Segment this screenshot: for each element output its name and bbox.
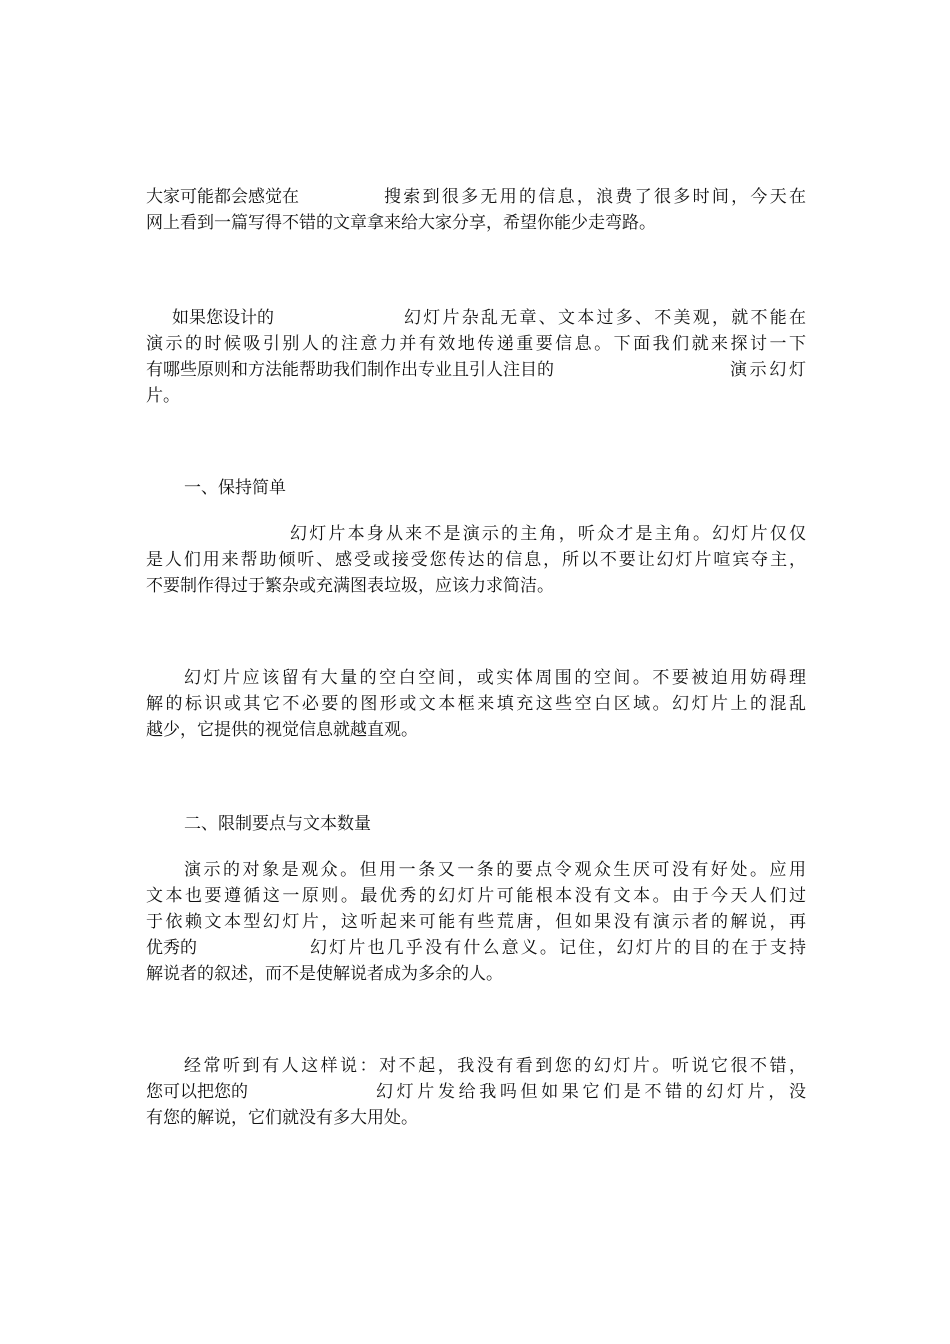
- text-line: 搜索到很多无用的信息，浪费了很多时间，今天在: [384, 187, 806, 207]
- text-line: 幻灯片应该留有大量的空白空间，或实体周围的空间。不要被迫用妨碍理: [184, 668, 806, 688]
- text-line: 幻灯片本身从来不是演示的主角，听众才是主角。幻灯片仅仅: [290, 524, 806, 544]
- text-line: 不要制作得过于繁杂或充满图表垃圾，应该力求简洁。: [146, 576, 554, 596]
- text-line: 经常听到有人这样说：对不起，我没有看到您的幻灯片。听说它很不错，: [184, 1056, 806, 1076]
- text-line: 有您的解说，它们就没有多大用处。: [146, 1108, 418, 1128]
- section-heading: 二、限制要点与文本数量: [184, 814, 371, 834]
- text-line: 幻灯片杂乱无章、文本过多、不美观，就不能在: [404, 308, 806, 328]
- text-line: 是人们用来帮助倾听、感受或接受您传达的信息，所以不要让幻灯片喧宾夺主，: [146, 550, 806, 570]
- text-line: 片。: [146, 386, 180, 406]
- text-line: 越少，它提供的视觉信息就越直观。: [146, 720, 418, 740]
- text-line: 演示的时候吸引别人的注意力并有效地传递重要信息。下面我们就来探讨一下: [146, 334, 806, 354]
- text-line: 优秀的: [146, 938, 197, 958]
- section-heading: 一、保持简单: [184, 478, 286, 498]
- text-line: 幻灯片也几乎没有什么意义。记住，幻灯片的目的在于支持: [310, 938, 806, 958]
- text-line: 幻灯片发给我吗但如果它们是不错的幻灯片，没: [376, 1082, 806, 1102]
- text-line: 您可以把您的: [146, 1082, 248, 1102]
- text-line: 网上看到一篇写得不错的文章拿来给大家分享，希望你能少走弯路。: [146, 213, 656, 233]
- text-line: 演示的对象是观众。但用一条又一条的要点令观众生厌可没有好处。应用: [184, 860, 806, 880]
- text-line: 解说者的叙述，而不是使解说者成为多余的人。: [146, 964, 503, 984]
- text-line: 文本也要遵循这一原则。最优秀的幻灯片可能根本没有文本。由于今天人们过: [146, 886, 806, 906]
- text-line: 大家可能都会感觉在: [146, 187, 299, 207]
- text-line: 演示幻灯: [730, 360, 806, 380]
- text-line: 于依赖文本型幻灯片，这听起来可能有些荒唐，但如果没有演示者的解说，再: [146, 912, 806, 932]
- text-line: 解的标识或其它不必要的图形或文本框来填充这些空白区域。幻灯片上的混乱: [146, 694, 806, 714]
- text-line: 如果您设计的: [172, 308, 274, 328]
- text-line: 有哪些原则和方法能帮助我们制作出专业且引人注目的: [146, 360, 554, 380]
